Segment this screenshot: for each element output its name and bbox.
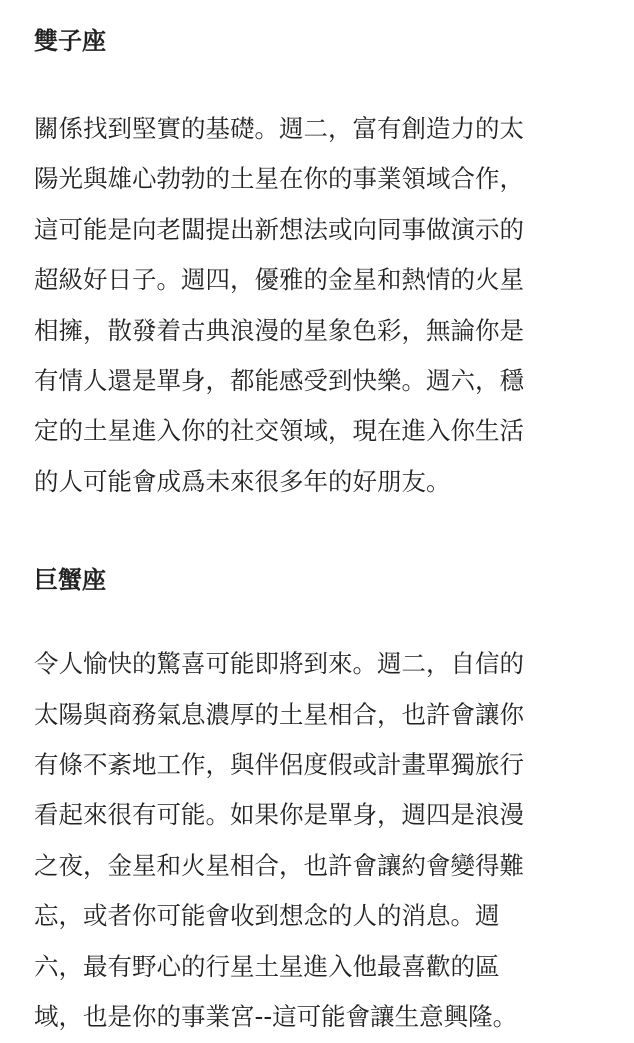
text-line: 之夜，金星和火星相合，也許會讓約會變得難 xyxy=(34,850,524,880)
text-line: 有條不紊地工作，與伴侶度假或計畫單獨旅行 xyxy=(34,750,524,780)
horoscope-article xyxy=(34,0,604,1043)
text-line: 域，也是你的事業宮--這可能會讓生意興隆。 xyxy=(34,1002,518,1032)
text-line: 超級好日子。週四，優雅的金星和熱情的火星 xyxy=(34,265,524,295)
text-line: 這可能是向老闆提出新想法或向同事做演示的 xyxy=(34,214,524,244)
text-line: 關係找到堅實的基礎。週二，富有創造力的太 xyxy=(34,114,524,143)
text-line: 的人可能會成爲未來很多年的好朋友。 xyxy=(34,466,451,496)
section-title-cancer: 巨蟹座 xyxy=(34,566,106,595)
text-line: 令人愉快的驚喜可能即將到來。週二，自信的 xyxy=(34,649,524,679)
text-line: 太陽與商務氣息濃厚的土星相合，也許會讓你 xyxy=(34,699,524,729)
text-line: 看起來很有可能。如果你是單身，週四是浪漫 xyxy=(34,800,524,830)
section-title-gemini: 雙子座 xyxy=(34,27,106,55)
text-line: 相擁，散發着古典浪漫的星象色彩，無論你是 xyxy=(34,315,524,345)
text-line: 忘，或者你可能會收到想念的人的消息。週 xyxy=(34,901,500,931)
section-body-cancer xyxy=(34,639,604,1042)
text-line: 陽光與雄心勃勃的土星在你的事業領域合作， xyxy=(34,164,524,194)
text-line: 有情人還是單身，都能感受到快樂。週六，穩 xyxy=(34,366,524,396)
text-line: 六，最有野心的行星土星進入他最喜歡的區 xyxy=(34,951,500,981)
text-line: 定的土星進入你的社交領域，現在進入你生活 xyxy=(34,416,524,446)
section-body-gemini xyxy=(34,104,604,507)
